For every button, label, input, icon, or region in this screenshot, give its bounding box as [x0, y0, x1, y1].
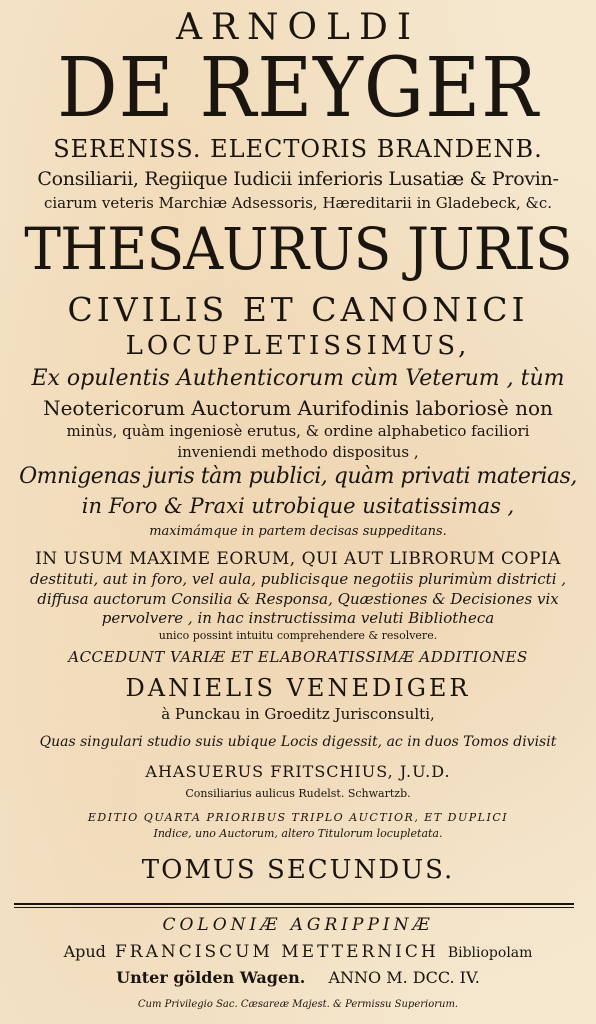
- fritsch-name: AHASUERUS FRITSCHIUS, J.U.D.: [145, 762, 451, 781]
- description-line-1: Ex opulentis Authenticorum cùm Veterum , tùm: [31, 366, 565, 391]
- author-office-line-2: ciarum veteris Marchiæ Adsessoris, Hæreditarii in Gladebeck, &c.: [43, 194, 553, 212]
- imprint-year: ANNO M. DCC. IV.: [328, 968, 480, 987]
- edition-line-1: EDITIO QUARTA PRIORIBUS TRIPLO AUCTIOR, ET DUPLICI: [87, 811, 509, 824]
- usum-line-2: destituti, aut in foro, vel aula, publicisque negotiis plurimùm districti ,: [29, 570, 567, 588]
- description-line-2: Neotericorum Auctorum Aurifodinis laboriosè non: [43, 396, 553, 420]
- imprint-privilege: Cum Privilegio Sac. Cæsareæ Majest. & Permissu Superiorum.: [137, 999, 459, 1010]
- imprint-publisher: FRANCISCUM METTERNICH: [115, 942, 439, 962]
- author-title: SERENISS. ELECTORIS BRANDENB.: [53, 135, 543, 163]
- usum-line-1: IN USUM MAXIME EORUM, QUI AUT LIBRORUM COPIA: [35, 549, 561, 569]
- imprint-publisher-line: [0, 944, 596, 961]
- description-line-5: Omnigenas juris tàm publici, quàm privati materias,: [19, 464, 577, 489]
- work-subtitle-1: CIVILIS ET CANONICI: [67, 290, 529, 329]
- imprint-apud: Apud: [63, 942, 106, 961]
- digest-line: Quas singulari studio suis ubique Locis digessit, ac in duos Tomos divisit: [39, 734, 557, 750]
- edition-line-2: Indice, uno Auctorum, altero Titulorum locupletata.: [153, 827, 443, 840]
- editor-name: DANIELIS VENEDIGER: [125, 674, 471, 702]
- usum-line-5: unico possint intuitu comprehendere & resolvere.: [158, 629, 438, 642]
- editor-place: à Punckau in Groeditz Jurisconsulti,: [161, 705, 435, 723]
- author-office-line-1: Consiliarii, Regiique Iudicii inferioris Lusatiæ & Provin-: [37, 168, 559, 190]
- top-rule: [14, 903, 574, 905]
- description-line-6: in Foro & Praxi utrobique usitatissimas ,: [81, 494, 515, 518]
- author-last-name: DE REYGER: [57, 41, 539, 136]
- work-title: THESAURUS JURIS: [24, 215, 572, 283]
- author-first-name: ARNOLDI: [175, 7, 421, 48]
- usum-line-3: diffusa auctorum Consilia & Responsa, Quæstiones & Decisiones vix: [37, 590, 559, 608]
- usum-line-4: pervolvere , in hac instructissima veluti Bibliotheca: [101, 609, 495, 627]
- volume-label: TOMUS SECUNDUS.: [141, 855, 455, 885]
- imprint-bibliopolam: Bibliopolam: [447, 945, 533, 961]
- description-line-7: maximámque in partem decisas suppeditans.: [149, 524, 447, 539]
- imprint-sign-year-line: [0, 970, 596, 986]
- description-line-3: minùs, quàm ingeniosè erutus, & ordine alphabetico faciliori: [66, 422, 530, 440]
- top-rule-thin: [14, 907, 574, 908]
- additions-heading: ACCEDUNT VARIÆ ET ELABORATISSIMÆ ADDITIONES: [68, 648, 528, 666]
- fritsch-title: Consiliarius aulicus Rudelst. Schwartzb.: [185, 787, 411, 800]
- imprint-city: COLONIÆ AGRIPPINÆ: [162, 915, 434, 935]
- imprint-sign: Unter gölden Wagen.: [116, 968, 306, 987]
- work-subtitle-2: LOCUPLETISSIMUS,: [125, 331, 471, 361]
- description-line-4: inveniendi methodo dispositus ,: [177, 443, 419, 461]
